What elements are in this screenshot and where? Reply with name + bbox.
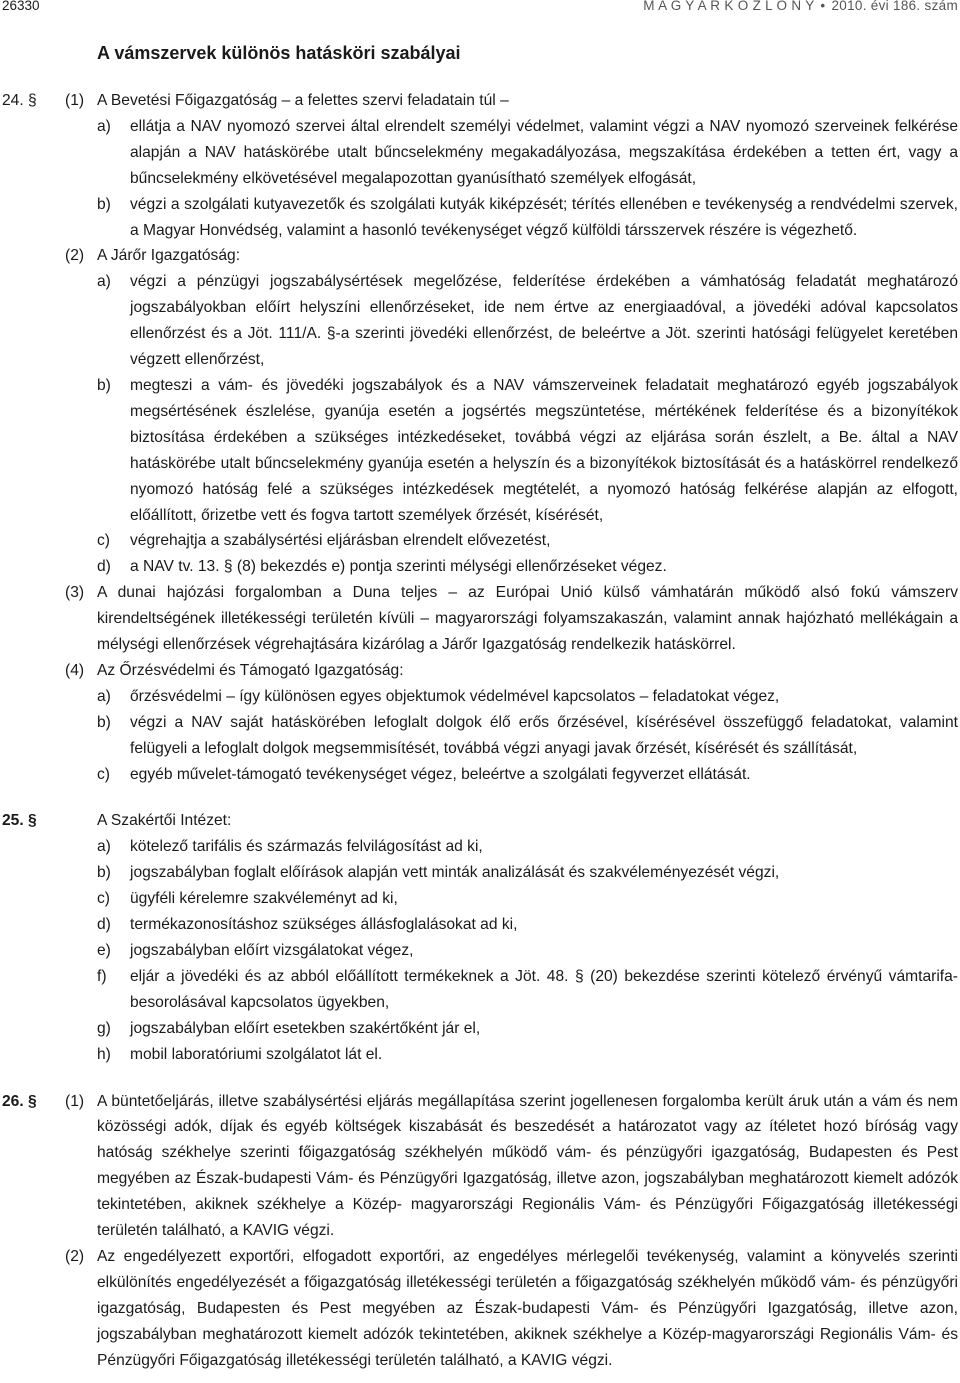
page-number: 26330 bbox=[2, 0, 40, 13]
list-item-label: g) bbox=[97, 1019, 111, 1037]
paragraph-text: A Szakértői Intézet: bbox=[97, 812, 232, 830]
chapter-title: A vámszervek különös hatásköri szabályai bbox=[97, 43, 461, 63]
list-item-text: ügyféli kérelemre szakvéleményt ad ki, bbox=[130, 890, 398, 908]
list-item-text: őrzésvédelmi – így különösen egyes objektumok védelmével kapcsolatos – feladatokat végez, bbox=[130, 687, 780, 705]
list-item-text: eljár a jövedéki és az abból előállított termékeknek a Jöt. 48. § (20) bekezdése szerinti kötelező érvényű vámtarifa-besorolásával kapcsolatos ügyekben, bbox=[130, 967, 958, 1011]
list-item-label: b) bbox=[97, 864, 111, 882]
list-item bbox=[0, 938, 960, 964]
list-item-text: végzi a pénzügyi jogszabálysértések megelőzése, felderítése érdekében a vámhatóság feladatát meghatározó jogszabályokban előírt helyszíni ellenőrzéseket, ide nem értve az energiaadóval, a jövedéki adóval kapcsolatos ellenőrzést és a Jöt. 111/A. §-a szerinti jövedéki ellenőrzést, de beleértve a Jöt. szerinti hatósági felügyelet keretében végzett ellenőrzést, bbox=[130, 273, 958, 369]
list-item bbox=[0, 834, 960, 860]
paragraph bbox=[0, 658, 960, 684]
list-item bbox=[0, 1016, 960, 1042]
list-item-label: d) bbox=[97, 916, 111, 934]
list-item bbox=[0, 684, 960, 710]
list-item bbox=[0, 269, 960, 373]
paragraph-text: A Bevetési Főigazgatóság – a felettes szervi feladatain túl – bbox=[97, 92, 509, 109]
paragraph bbox=[0, 1244, 960, 1374]
paragraph bbox=[0, 243, 960, 269]
paragraph-number: (3) bbox=[65, 584, 85, 602]
gazette-name: M A G Y A R K Ö Z L Ö N Y bbox=[643, 0, 815, 13]
paragraph-text: A dunai hajózási forgalomban a Duna teljes – az Európai Unió külső vámhatárán működő alsó fokú vámszerv kirendeltségének illetékességi területén kívüli – magyarországi folyamszakaszán, valamint annak hajózható mellékágain a mélységi ellenőrzések végrehajtására kizárólag a Járőr Igazgatóság rendelkezik hatáskörrel. bbox=[97, 584, 958, 654]
paragraph-number: (2) bbox=[65, 1247, 85, 1265]
list-item-text: végrehajtja a szabálysértési eljárásban elrendelt elővezetést, bbox=[130, 532, 551, 550]
list-item bbox=[0, 554, 960, 580]
list-item-text: végzi a szolgálati kutyavezetők és szolgálati kutyák kiképzését; térítés ellenében e tevékenység a rendvédelmi szervek, a Magyar Honvédség, valamint a hasonló tevékenységet végző külföldi társszervek részére is végezhető. bbox=[130, 195, 958, 239]
gazette-reference bbox=[643, 0, 958, 13]
list-item-text: ellátja a NAV nyomozó szervei által elrendelt személyi védelmet, valamint végzi a NAV nyomozó szerveinek felkérése alapján a NAV hatáskörébe utalt bűncselekmény megakadályozása, megszakítása érdekében a tetten ért, vagy a bűncselekmény elkövetésével megalapozottan gyanúsítható személyek elfogását, bbox=[130, 117, 958, 187]
list-item-label: b) bbox=[97, 376, 111, 394]
paragraph-number: (2) bbox=[65, 247, 85, 265]
list-item-text: termékazonosításhoz szükséges állásfoglalásokat ad ki, bbox=[130, 916, 518, 934]
list-item-label: a) bbox=[97, 687, 111, 705]
paragraph-text: A büntetőeljárás, illetve szabálysértési eljárás megállapítása szerint jogellenesen forgalomba került áruk után a vám és nem közösségi adók, díjak és egyéb költségek kiszabását és beszedését a határozatot vagy az ítéletet hozó bíróság vagy hatóság székhelye szerinti főigazgatóság székhelyén működő vám- és pénzügyőri igazgatóság, Budapesten és Pest megyében az Észak-budapesti Vám- és Pénzügyőri Igazgatóság, illetve azon, jogszabályban meghatározott kiemelt adózók tekintetében, akiknek székhelye a Közép- magyarországi Regionális Vám- és Pénzügyőri Főigazgatóság illetékességi területén található, a KAVIG végzi. bbox=[97, 1092, 958, 1240]
section-label: 24. § bbox=[2, 92, 37, 109]
list-item-label: b) bbox=[97, 195, 111, 213]
list-item bbox=[0, 192, 960, 244]
paragraph-number: (1) bbox=[65, 92, 85, 109]
paragraph bbox=[0, 1089, 960, 1244]
paragraph-text: Az Őrzésvédelmi és Támogató Igazgatóság: bbox=[97, 661, 404, 679]
list-item bbox=[0, 964, 960, 1016]
page-header bbox=[0, 0, 960, 16]
list-item-text: egyéb művelet-támogató tevékenységet végez, beleértve a szolgálati fegyverzet ellátását. bbox=[130, 765, 751, 783]
paragraph bbox=[0, 580, 960, 658]
issue-number: 2010. évi 186. szám bbox=[831, 0, 958, 13]
list-item bbox=[0, 710, 960, 762]
list-item bbox=[0, 373, 960, 528]
list-item-text: megteszi a vám- és jövedéki jogszabályok és a NAV vámszerveinek feladatait meghatározó egyéb jogszabályok megsértésének észlelése, gyanúja esetén a jogsértés megszüntetése, mértékének felderítése és a bizonyítékok biztosítása érdekében a szükséges intézkedéseket, továbbá végzi az eljárása során észlelt, a Be. által a NAV hatáskörébe utalt bűncselekmény gyanúja esetén a helyszín és a bizonyítékok biztosítását és a hatáskörrel rendelkező nyomozó hatóság felé a szükséges intézkedések megtételét, a nyomozó hatóság felkérése alapján az elfogott, előállított, őrizetbe vett és fogva tartott személyek őrzését, kísérését, bbox=[130, 376, 958, 524]
list-item-label: d) bbox=[97, 558, 111, 576]
list-item bbox=[0, 912, 960, 938]
paragraph-text: Az engedélyezett exportőri, elfogadott exportőri, az engedélyes mérlegelői tevékenység, valamint a könyvelés szerinti elkülönítés engedélyezését a főigazgatóság illetékességi területén a főigazgatóság székhelyén működő vám- és pénzügyőri igazgatóság, Budapesten és Pest megyében az Észak-budapesti Vám- és Pénzügyőri Igazgatóság, illetve azon, jogszabályban meghatározott kiemelt adózók tekintetében, akiknek székhelye a Közép-magyarországi Regionális Vám- és Pénzügyőri Főigazgatóság illetékességi területén található, a KAVIG végzi. bbox=[97, 1247, 958, 1369]
paragraph-number: (4) bbox=[65, 661, 85, 679]
list-item-label: b) bbox=[97, 713, 111, 731]
list-item bbox=[0, 762, 960, 788]
list-item-text: jogszabályban előírt esetekben szakértőként jár el, bbox=[130, 1019, 481, 1037]
list-item-label: e) bbox=[97, 942, 111, 959]
document-body bbox=[0, 88, 960, 1374]
list-item bbox=[0, 528, 960, 554]
section bbox=[0, 808, 960, 1067]
paragraph-text: A Járőr Igazgatóság: bbox=[97, 247, 241, 265]
list-item-label: c) bbox=[97, 765, 110, 783]
list-item-label: c) bbox=[97, 890, 110, 908]
section-spacer bbox=[0, 1068, 960, 1089]
list-item-text: kötelező tarifális és származás felvilágosítást ad ki, bbox=[130, 838, 483, 856]
list-item-text: végzi a NAV saját hatáskörében lefoglalt dolgok élő erős őrzésével, kísérésével összefüggő feladatokat, valamint felügyeli a lefoglalt dolgok megsemmisítését, továbbá végzi anyagi javak őrzését, kísérését és szállítását, bbox=[130, 713, 958, 757]
list-item-text: jogszabályban foglalt előírások alapján vett minták analizálását és szakvéleményezését végzi, bbox=[130, 864, 780, 882]
list-item-text: a NAV tv. 13. § (8) bekezdés e) pontja szerinti mélységi ellenőrzéseket végez. bbox=[130, 558, 667, 576]
paragraph-number: (1) bbox=[65, 1092, 85, 1110]
list-item-label: f) bbox=[97, 967, 107, 985]
list-item-label: a) bbox=[97, 838, 111, 856]
section-label: 26. § bbox=[2, 1092, 37, 1110]
list-item-text: mobil laboratóriumi szolgálatot lát el. bbox=[130, 1045, 383, 1063]
list-item bbox=[0, 114, 960, 192]
list-item-label: a) bbox=[97, 273, 111, 291]
list-item-label: a) bbox=[97, 117, 111, 135]
section bbox=[0, 1089, 960, 1374]
separator-dot: • bbox=[820, 0, 826, 13]
list-item-label: h) bbox=[97, 1045, 111, 1063]
section bbox=[0, 88, 960, 787]
list-item bbox=[0, 860, 960, 886]
list-item bbox=[0, 1042, 960, 1068]
list-item bbox=[0, 886, 960, 912]
section-label: 25. § bbox=[2, 812, 37, 830]
section-spacer bbox=[0, 787, 960, 808]
list-item-label: c) bbox=[97, 532, 110, 550]
list-item-text: jogszabályban előírt vizsgálatokat végez, bbox=[130, 942, 414, 959]
paragraph bbox=[0, 808, 960, 834]
paragraph bbox=[0, 88, 960, 114]
